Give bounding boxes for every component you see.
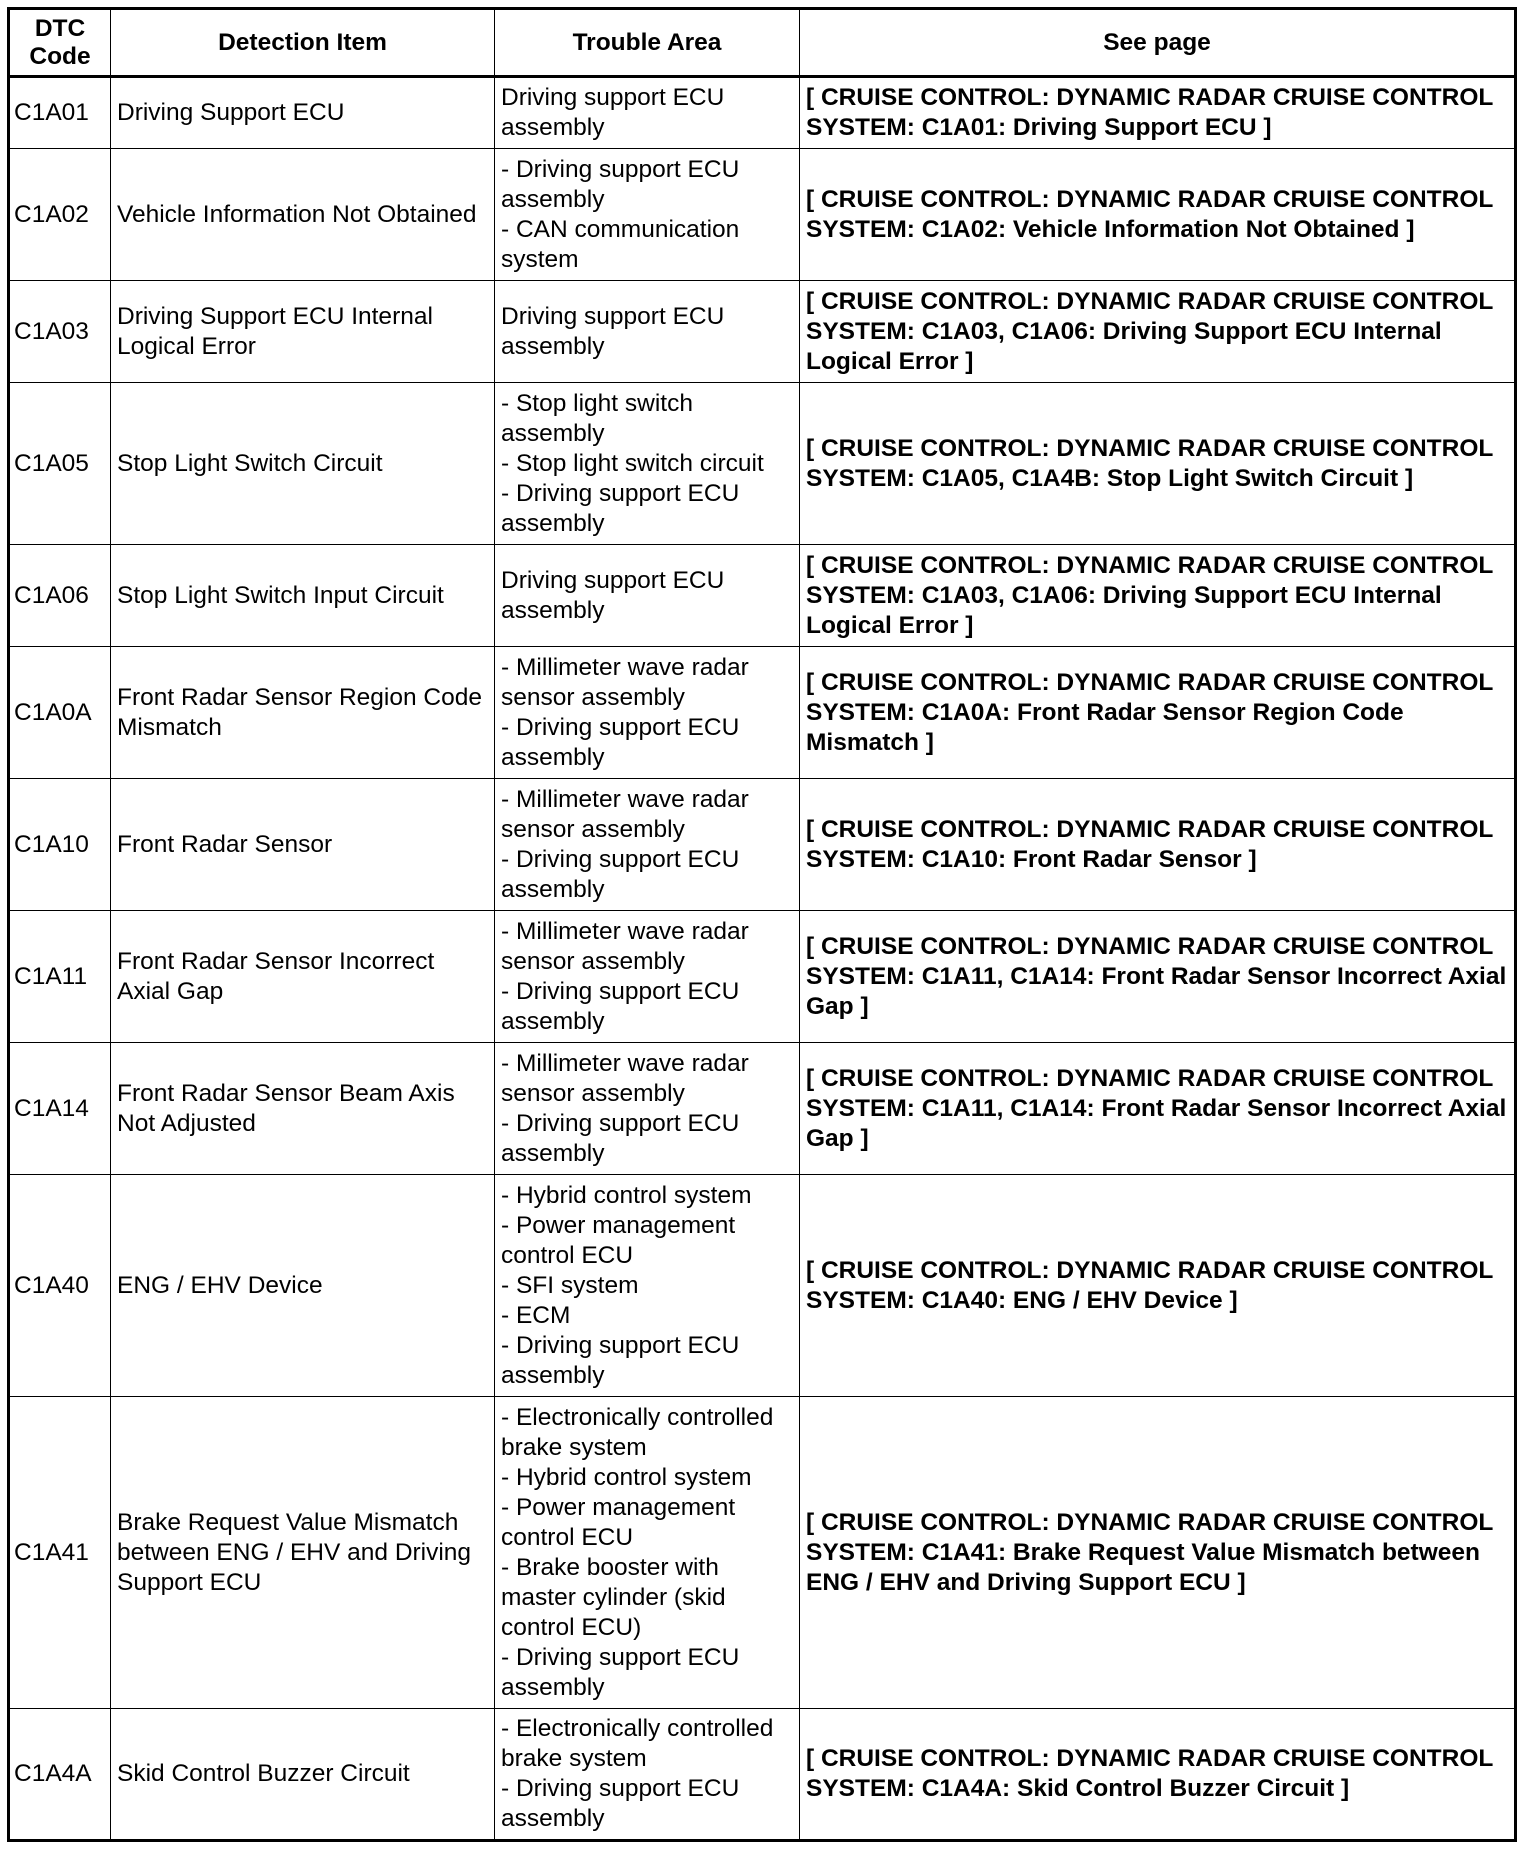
see-page-link[interactable]: [ CRUISE CONTROL: DYNAMIC RADAR CRUISE CONTROL SYSTEM: C1A0A: Front Radar Sensor Region Code Mismatch ]	[800, 647, 1516, 779]
trouble-area-cell	[495, 1397, 800, 1709]
trouble-area-cell	[495, 77, 800, 149]
detection-item-cell: Stop Light Switch Input Circuit	[111, 545, 495, 647]
table-row	[9, 149, 1516, 281]
table-row	[9, 281, 1516, 383]
trouble-area-line: - Electronically controlled brake system	[501, 1715, 774, 1772]
trouble-area-line: - ECM	[501, 1301, 571, 1329]
table-row	[9, 383, 1516, 545]
trouble-area-cell	[495, 779, 800, 911]
trouble-area-line: - Millimeter wave radar sensor assembly	[501, 917, 749, 975]
trouble-area-line: Driving support ECU assembly	[501, 566, 725, 624]
dtc-code-cell: C1A0A	[9, 647, 111, 779]
see-page-link[interactable]: [ CRUISE CONTROL: DYNAMIC RADAR CRUISE CONTROL SYSTEM: C1A02: Vehicle Information Not Obtained ]	[800, 149, 1516, 281]
trouble-area-line: - Millimeter wave radar sensor assembly	[501, 785, 749, 843]
dtc-code-cell: C1A41	[9, 1397, 111, 1709]
detection-item-cell: Driving Support ECU	[111, 77, 495, 149]
dtc-code-cell: C1A40	[9, 1175, 111, 1397]
table-row	[9, 545, 1516, 647]
see-page-link[interactable]: [ CRUISE CONTROL: DYNAMIC RADAR CRUISE CONTROL SYSTEM: C1A03, C1A06: Driving Support ECU Internal Logical Error ]	[800, 281, 1516, 383]
trouble-area-line: - SFI system	[501, 1271, 639, 1299]
detection-item-cell: Brake Request Value Mismatch between ENG / EHV and Driving Support ECU	[111, 1397, 495, 1709]
header-detection-item: Detection Item	[111, 9, 495, 77]
detection-item-cell: Front Radar Sensor Beam Axis Not Adjusted	[111, 1043, 495, 1175]
trouble-area-line: - Driving support ECU assembly	[501, 479, 740, 537]
table-row	[9, 1709, 1516, 1841]
table-row	[9, 779, 1516, 911]
trouble-area-cell	[495, 1709, 800, 1841]
see-page-link[interactable]: [ CRUISE CONTROL: DYNAMIC RADAR CRUISE CONTROL SYSTEM: C1A11, C1A14: Front Radar Sensor Incorrect Axial Gap ]	[800, 1043, 1516, 1175]
trouble-area-line: - Driving support ECU assembly	[501, 1109, 740, 1167]
trouble-area-line: - Power management control ECU	[501, 1211, 736, 1269]
detection-item-cell: Driving Support ECU Internal Logical Error	[111, 281, 495, 383]
trouble-area-line: - Stop light switch assembly	[501, 389, 693, 447]
table-header-row	[9, 9, 1516, 77]
dtc-code-cell: C1A05	[9, 383, 111, 545]
detection-item-cell: Skid Control Buzzer Circuit	[111, 1709, 495, 1841]
trouble-area-cell	[495, 281, 800, 383]
trouble-area-line: - Hybrid control system	[501, 1463, 752, 1491]
trouble-area-line: - Millimeter wave radar sensor assembly	[501, 1049, 749, 1107]
dtc-code-cell: C1A10	[9, 779, 111, 911]
see-page-link[interactable]: [ CRUISE CONTROL: DYNAMIC RADAR CRUISE CONTROL SYSTEM: C1A41: Brake Request Value Mismatch between ENG / EHV and Driving Support ECU ]	[800, 1397, 1516, 1709]
trouble-area-cell	[495, 545, 800, 647]
see-page-link[interactable]: [ CRUISE CONTROL: DYNAMIC RADAR CRUISE CONTROL SYSTEM: C1A40: ENG / EHV Device ]	[800, 1175, 1516, 1397]
detection-item-cell: ENG / EHV Device	[111, 1175, 495, 1397]
see-page-link[interactable]: [ CRUISE CONTROL: DYNAMIC RADAR CRUISE CONTROL SYSTEM: C1A10: Front Radar Sensor ]	[800, 779, 1516, 911]
trouble-area-line: - Driving support ECU assembly	[501, 1643, 740, 1701]
trouble-area-line: - CAN communication system	[501, 215, 740, 273]
see-page-link[interactable]: [ CRUISE CONTROL: DYNAMIC RADAR CRUISE CONTROL SYSTEM: C1A05, C1A4B: Stop Light Switch Circuit ]	[800, 383, 1516, 545]
trouble-area-line: Driving support ECU assembly	[501, 84, 725, 141]
dtc-code-cell: C1A06	[9, 545, 111, 647]
trouble-area-line: - Stop light switch circuit	[501, 449, 764, 477]
table-body	[9, 77, 1516, 1841]
trouble-area-line: - Driving support ECU assembly	[501, 713, 740, 771]
see-page-link[interactable]: [ CRUISE CONTROL: DYNAMIC RADAR CRUISE CONTROL SYSTEM: C1A11, C1A14: Front Radar Sensor Incorrect Axial Gap ]	[800, 911, 1516, 1043]
trouble-area-cell	[495, 1043, 800, 1175]
trouble-area-line: - Driving support ECU assembly	[501, 977, 740, 1035]
trouble-area-cell	[495, 1175, 800, 1397]
trouble-area-line: Driving support ECU assembly	[501, 302, 725, 360]
dtc-table	[7, 7, 1517, 1842]
header-trouble-area: Trouble Area	[495, 9, 800, 77]
trouble-area-line: - Electronically controlled brake system	[501, 1403, 774, 1461]
trouble-area-line: - Driving support ECU assembly	[501, 155, 740, 213]
see-page-link[interactable]: [ CRUISE CONTROL: DYNAMIC RADAR CRUISE CONTROL SYSTEM: C1A4A: Skid Control Buzzer Circuit ]	[800, 1709, 1516, 1841]
table-row	[9, 1043, 1516, 1175]
table-row	[9, 647, 1516, 779]
detection-item-cell: Front Radar Sensor	[111, 779, 495, 911]
dtc-code-cell: C1A11	[9, 911, 111, 1043]
detection-item-cell: Stop Light Switch Circuit	[111, 383, 495, 545]
trouble-area-line: - Hybrid control system	[501, 1181, 752, 1209]
detection-item-cell: Front Radar Sensor Region Code Mismatch	[111, 647, 495, 779]
trouble-area-line: - Driving support ECU assembly	[501, 845, 740, 903]
see-page-link[interactable]: [ CRUISE CONTROL: DYNAMIC RADAR CRUISE CONTROL SYSTEM: C1A01: Driving Support ECU ]	[800, 77, 1516, 149]
see-page-link[interactable]: [ CRUISE CONTROL: DYNAMIC RADAR CRUISE CONTROL SYSTEM: C1A03, C1A06: Driving Support ECU Internal Logical Error ]	[800, 545, 1516, 647]
dtc-code-cell: C1A4A	[9, 1709, 111, 1841]
dtc-code-cell: C1A14	[9, 1043, 111, 1175]
detection-item-cell: Front Radar Sensor Incorrect Axial Gap	[111, 911, 495, 1043]
trouble-area-line: - Brake booster with master cylinder (skid control ECU)	[501, 1553, 726, 1641]
trouble-area-cell	[495, 911, 800, 1043]
trouble-area-cell	[495, 647, 800, 779]
trouble-area-line: - Driving support ECU assembly	[501, 1775, 740, 1832]
trouble-area-line: - Driving support ECU assembly	[501, 1331, 740, 1389]
header-dtc-code: DTC Code	[9, 9, 111, 77]
table-row	[9, 1175, 1516, 1397]
dtc-code-cell: C1A02	[9, 149, 111, 281]
trouble-area-line: - Millimeter wave radar sensor assembly	[501, 653, 749, 711]
dtc-code-cell: C1A01	[9, 77, 111, 149]
table-row	[9, 77, 1516, 149]
trouble-area-cell	[495, 149, 800, 281]
dtc-code-cell: C1A03	[9, 281, 111, 383]
detection-item-cell: Vehicle Information Not Obtained	[111, 149, 495, 281]
trouble-area-line: - Power management control ECU	[501, 1493, 736, 1551]
trouble-area-cell	[495, 383, 800, 545]
table-row	[9, 1397, 1516, 1709]
table-row	[9, 911, 1516, 1043]
header-see-page: See page	[800, 9, 1516, 77]
